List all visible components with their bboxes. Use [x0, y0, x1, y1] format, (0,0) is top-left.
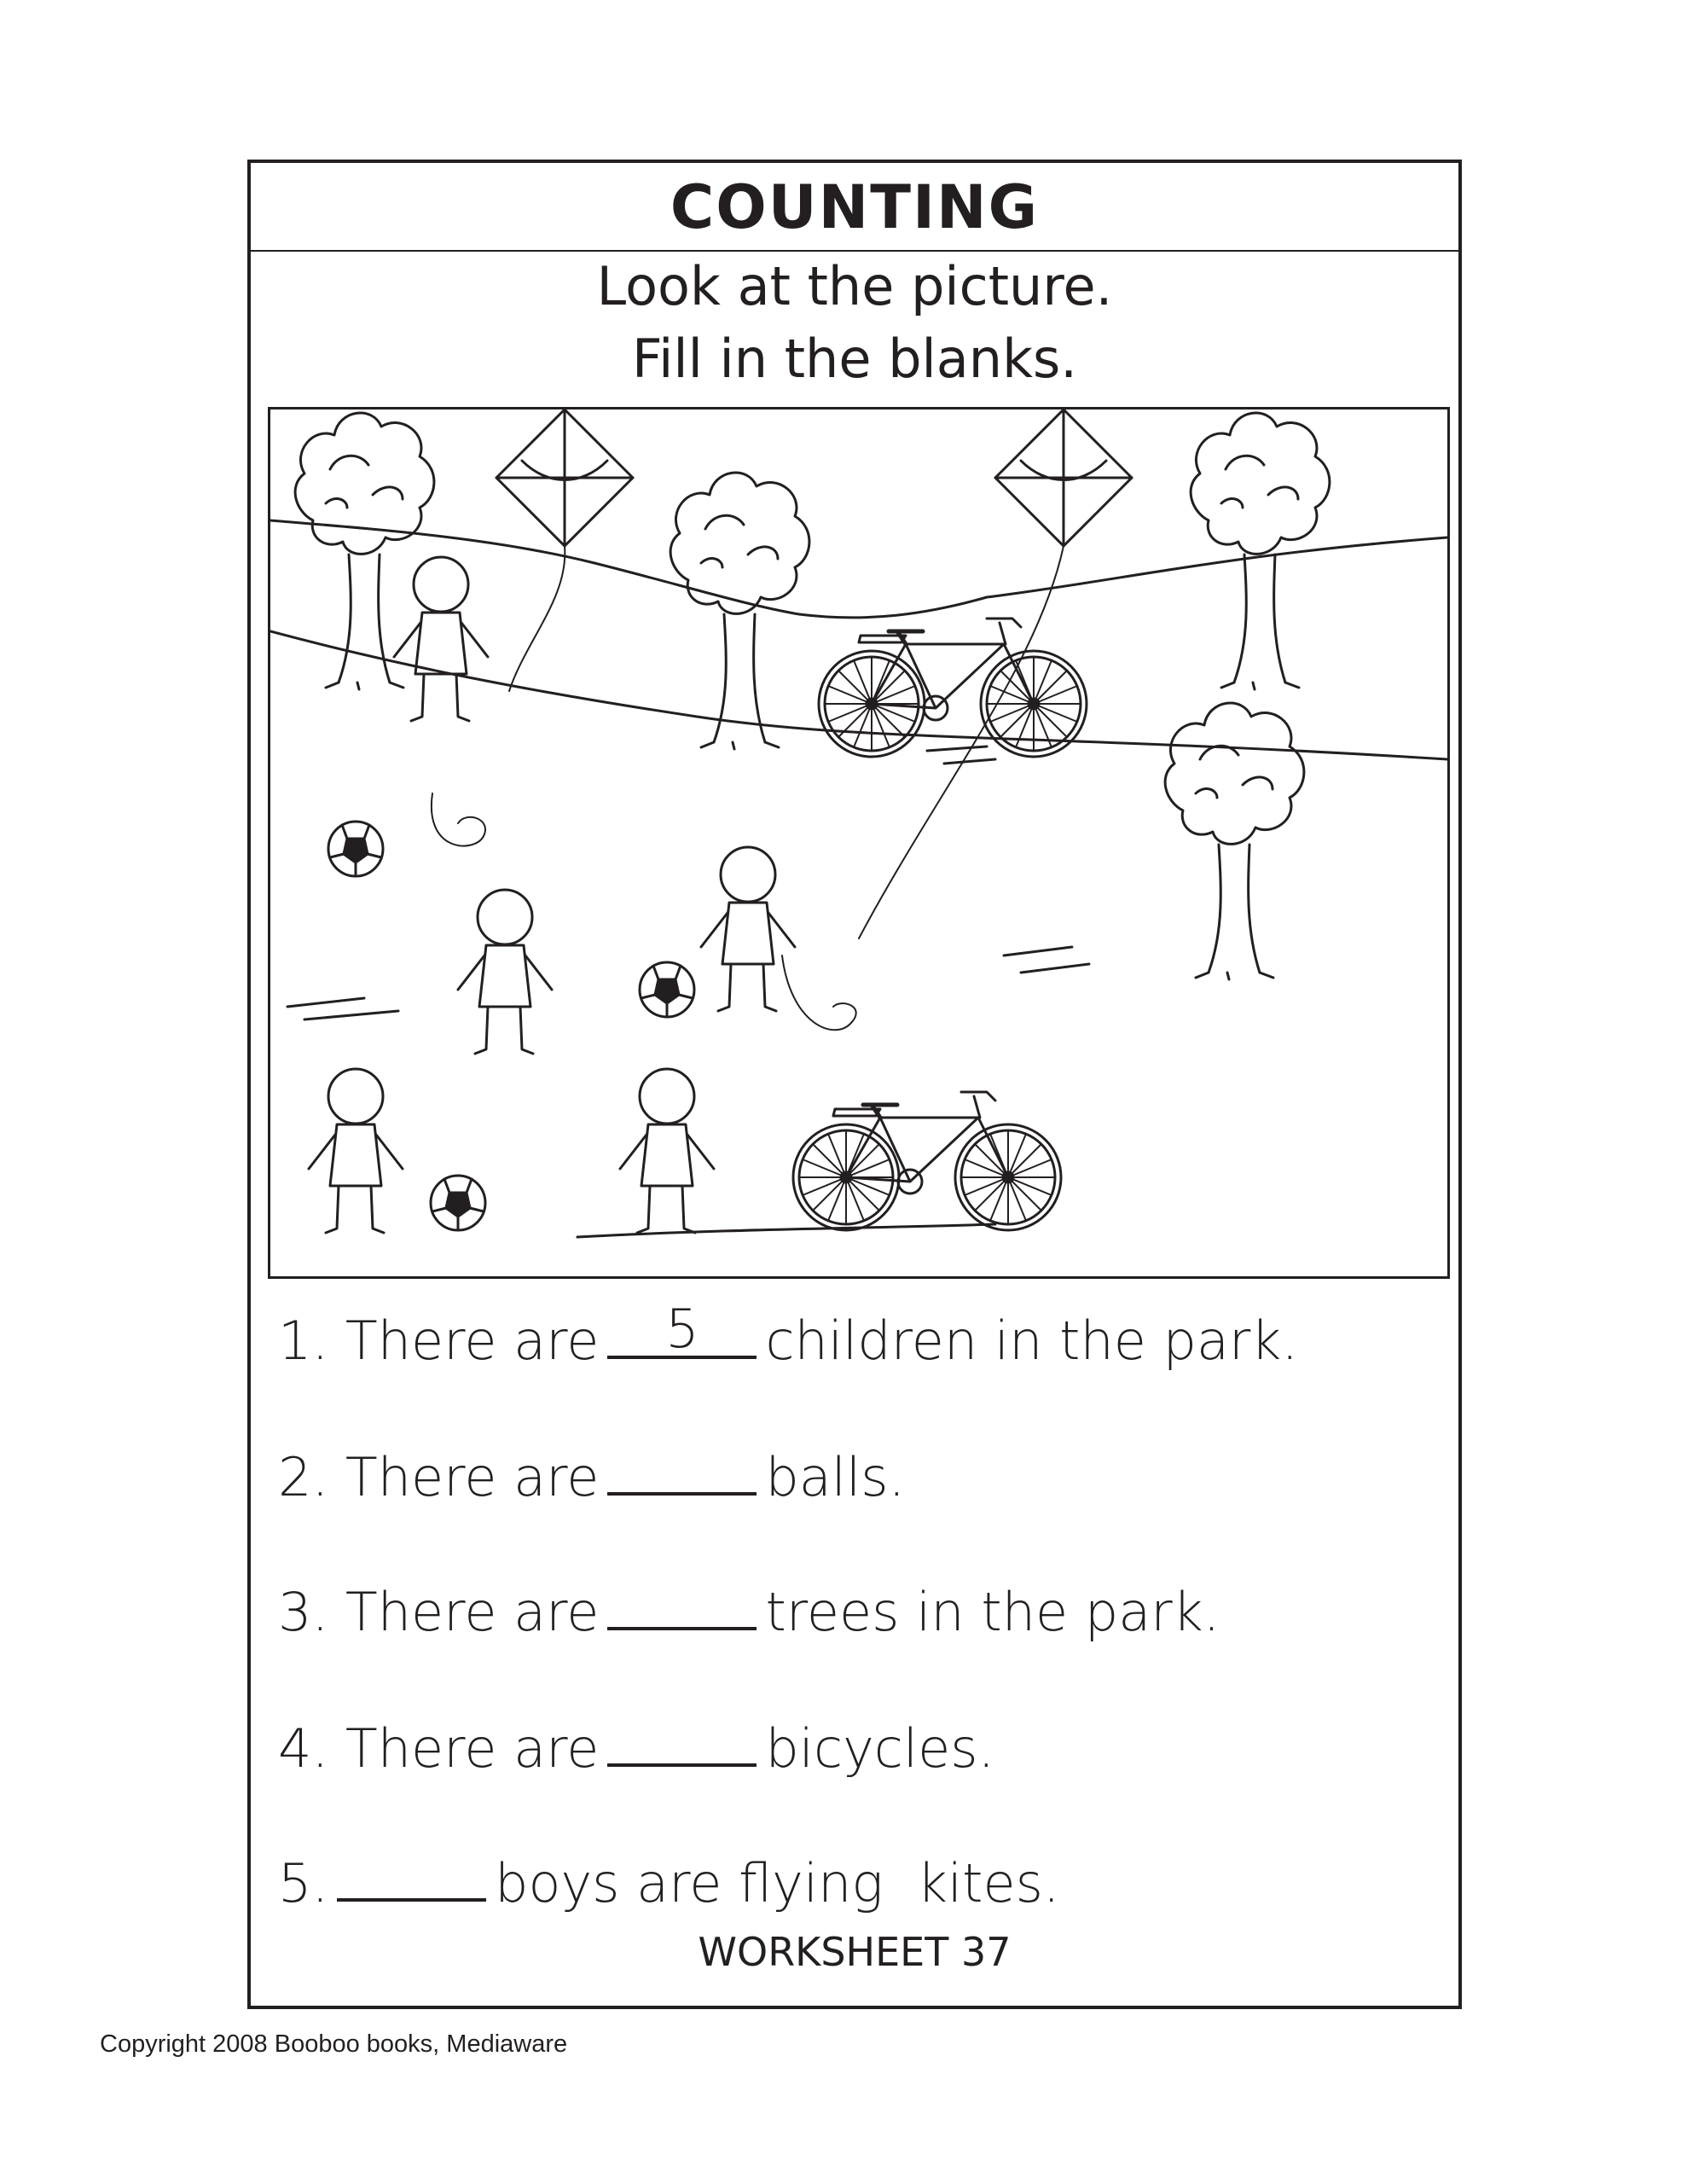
- answer-blank-5[interactable]: [337, 1849, 486, 1902]
- answer-blank-4[interactable]: [607, 1714, 757, 1767]
- ball-icon: [328, 822, 383, 876]
- child-icon: [620, 1069, 714, 1233]
- worksheet-title: COUNTING: [670, 172, 1040, 242]
- kite-icon: [995, 410, 1132, 546]
- instruction-line-2: Fill in the blanks.: [631, 328, 1077, 390]
- question-2: 2. There are balls.: [278, 1443, 905, 1508]
- ball-icon: [431, 1176, 485, 1230]
- park-illustration: [268, 407, 1450, 1279]
- child-icon: [458, 890, 552, 1054]
- tree-icon: [295, 413, 434, 689]
- worksheet-frame: [247, 160, 1462, 2009]
- question-4: 4. There are bicycles.: [278, 1714, 994, 1780]
- copyright-notice: Copyright 2008 Booboo books, Mediaware: [100, 2030, 568, 2058]
- child-icon: [309, 1069, 403, 1233]
- bicycle-icon: [793, 1092, 1061, 1230]
- answer-blank-2[interactable]: [607, 1443, 757, 1496]
- tree-icon: [1165, 703, 1304, 979]
- ball-icon: [640, 962, 694, 1017]
- kite-icon: [496, 410, 633, 546]
- question-1: 1. There are 5 children in the park.: [278, 1298, 1299, 1372]
- tree-icon: [670, 473, 809, 749]
- answer-blank-3[interactable]: [607, 1577, 757, 1630]
- question-5: 5. boys are flying kites.: [278, 1849, 1060, 1914]
- answer-blank-1[interactable]: 5: [607, 1306, 757, 1359]
- child-icon: [701, 847, 795, 1011]
- title-bar: [251, 163, 1458, 252]
- child-icon: [394, 557, 488, 721]
- question-3: 3. There are trees in the park.: [278, 1577, 1220, 1643]
- instruction-line-1: Look at the picture.: [596, 255, 1113, 317]
- worksheet-number: WORKSHEET 37: [698, 1929, 1012, 1975]
